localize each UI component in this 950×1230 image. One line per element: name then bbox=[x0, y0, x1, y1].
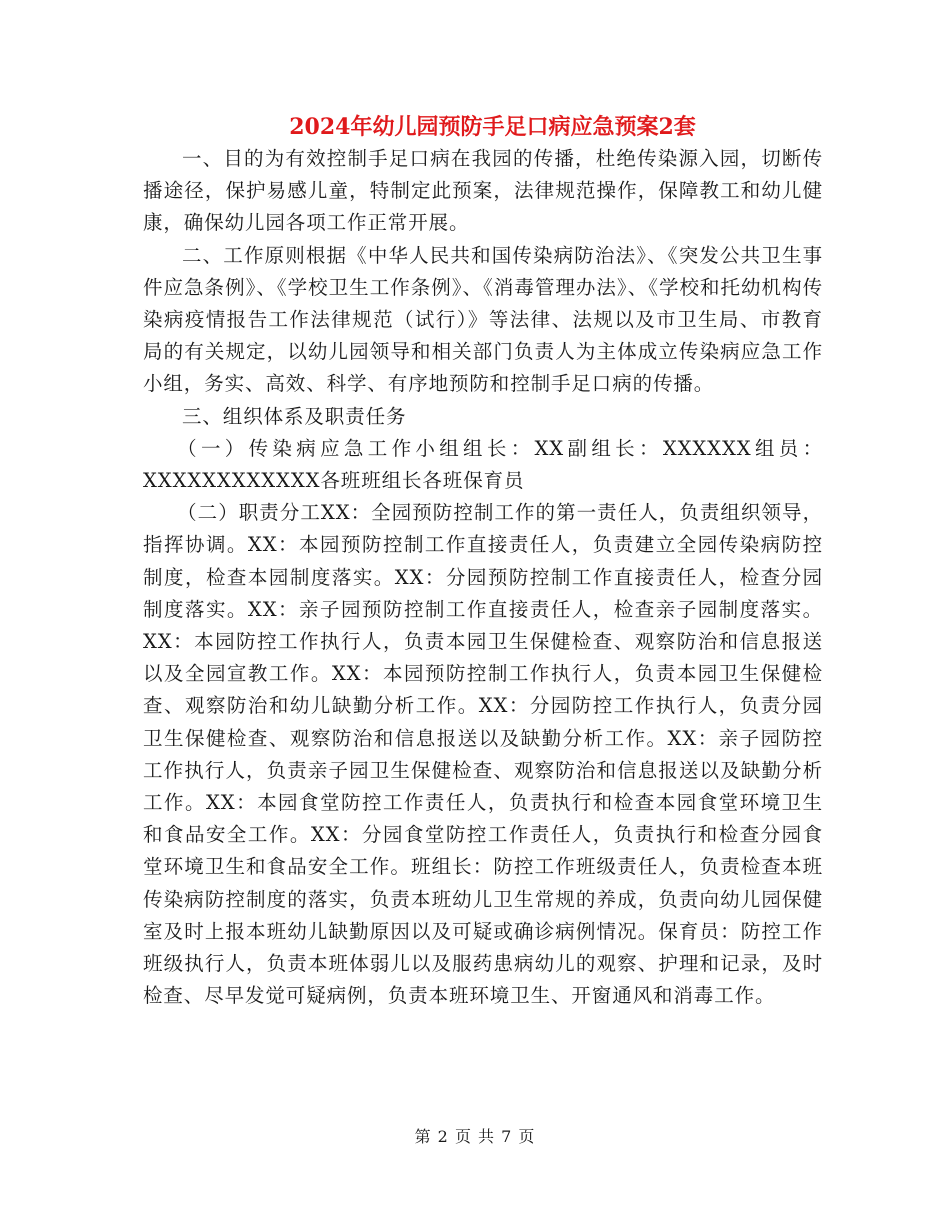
document-body bbox=[143, 143, 823, 1012]
paragraph-responsibilities: （二）职责分工XX：全园预防控制工作的第一责任人，负责组织领导，指挥协调。XX：本园预防控制工作直接责任人，负责建立全园传染病防控制度，检查本园制度落实。XX：分园预防控制工作直接责任人，检查分园制度落实。XX：亲子园预防控制工作直接责任人，检查亲子园制度落实。XX：本园防控工作执行人，负责本园卫生保健检查、观察防治和信息报送以及全园宣教工作。XX：本园预防控制工作执行人，负责本园卫生保健检查、观察防治和幼儿缺勤分析工作。XX：分园防控工作执行人，负责分园卫生保健检查、观察防治和信息报送以及缺勤分析工作。XX：亲子园防控工作执行人，负责亲子园卫生保健检查、观察防治和信息报送以及缺勤分析工作。XX：本园食堂防控工作责任人，负责执行和检查本园食堂环境卫生和食品安全工作。XX：分园食堂防控工作责任人，负责执行和检查分园食堂环境卫生和食品安全工作。班组长：防控工作班级责任人，负责检查本班传染病防控制度的落实，负责本班幼儿卫生常规的养成，负责向幼儿园保健室及时上报本班幼儿缺勤原因以及可疑或确诊病例情况。保育员：防控工作班级执行人，负责本班体弱儿以及服药患病幼儿的观察、护理和记录，及时检查、尽早发觉可疑病例，负责本班环境卫生、开窗通风和消毒工作。 bbox=[143, 501, 823, 1008]
page-footer: 第 2 页 共 7 页 bbox=[414, 1127, 536, 1146]
paragraph-purpose: 一、目的为有效控制手足口病在我园的传播，杜绝传染源入园，切断传播途径，保护易感儿童，特制定此预案，法律规范操作，保障教工和幼儿健康，确保幼儿园各项工作正常开展。 bbox=[143, 147, 823, 235]
document-title: 2024年幼儿园预防手足口病应急预案2套 bbox=[289, 114, 696, 140]
paragraph-principles: 二、工作原则根据《中华人民共和国传染病防治法》、《突发公共卫生事件应急条例》、《学校卫生工作条例》、《消毒管理办法》、《学校和托幼机构传染病疫情报告工作法律规范（试行）》等法律、法规以及市卫生局、市教育局的有关规定，以幼儿园领导和相关部门负责人为主体成立传染病应急工作小组，务实、高效、科学、有序地预防和控制手足口病的传播。 bbox=[143, 243, 823, 396]
paragraph-working-group: （一）传染病应急工作小组组长：XX副组长：XXXXXX组员：XXXXXXXXXXXX各班班组长各班保育员 bbox=[143, 436, 823, 493]
paragraph-organization-heading: 三、组织体系及职责任务 bbox=[182, 404, 407, 428]
